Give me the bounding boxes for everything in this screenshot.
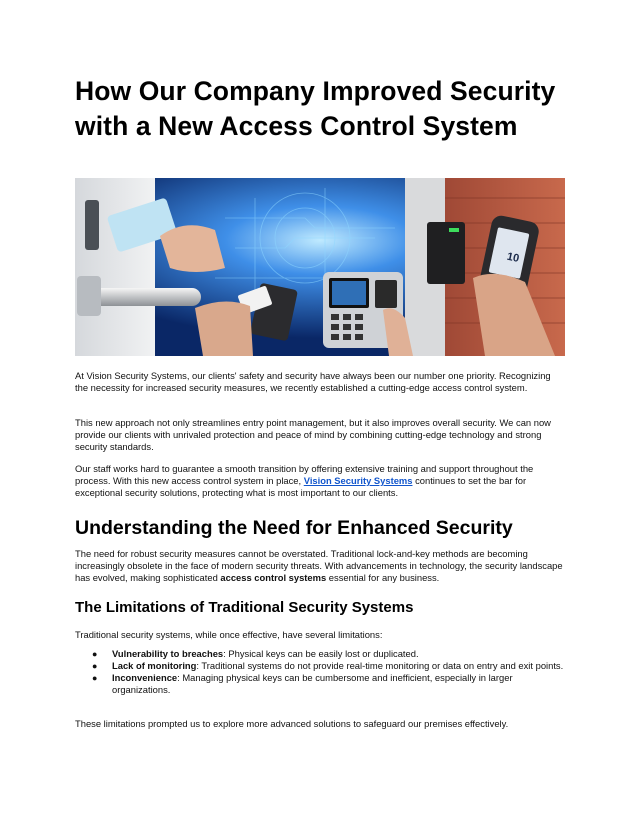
paragraph-text: essential for any business. — [326, 572, 440, 583]
section-heading-need: Understanding the Need for Enhanced Security — [75, 517, 513, 539]
list-item — [75, 648, 565, 660]
list-item-title: Vulnerability to breaches — [112, 648, 224, 659]
limitations-intro: Traditional security systems, while once effective, have several limitations: — [75, 629, 383, 640]
intro-paragraph-3 — [75, 463, 565, 499]
closing-paragraph: These limitations prompted us to explore more advanced solutions to safeguard our premises effectively. — [75, 718, 509, 729]
list-item-title: Lack of monitoring — [112, 660, 197, 671]
paragraph-text: Our staff works hard to guarantee a smooth transition by offering extensive training and support throughout the process. With this new access control system in place, — [75, 463, 534, 486]
list-item — [75, 672, 565, 696]
paragraph-text: continues to set the bar for exceptional security solutions, protecting what is most important to our clients. — [75, 475, 527, 498]
list-item-text: : Physical keys can be easily lost or duplicated. — [223, 648, 419, 659]
list-item — [75, 660, 565, 672]
intro-paragraph-2: This new approach not only streamlines entry point management, but it also improves overall security. We can now provide our clients with unrivaled protection and peace of mind by combining cutting-edge technology and strong security standards. — [75, 417, 551, 452]
list-item-title: Inconvenience — [112, 672, 178, 683]
intro-paragraph-1: At Vision Security Systems, our clients' safety and security have always been our number one priority. Recognizing the necessity for increased security measures, we recently established a cutting-edge access control system. — [75, 370, 551, 393]
hero-illustration — [75, 178, 565, 356]
list-item-text: : Traditional systems do not provide real-time monitoring or data on entry and exit points. — [196, 660, 564, 671]
paragraph-text: The need for robust security measures cannot be overstated. Traditional lock-and-key methods are becoming increasingly obsolete in the face of modern security threats. With advancements in technology, the security landscape has evolved, making sophisticated — [75, 548, 563, 583]
bullet-icon: ● — [92, 673, 98, 683]
list-item-text: : Managing physical keys can be cumbersome and inefficient, especially in larger organizations. — [112, 672, 513, 695]
section-heading-limitations: The Limitations of Traditional Security Systems — [75, 599, 414, 616]
limitations-list — [75, 648, 565, 696]
bold-term: access control systems — [220, 572, 327, 583]
phone-display-number: 10 — [505, 250, 521, 265]
bullet-icon: ● — [92, 649, 98, 659]
page-title: How Our Company Improved Security with a New Access Control System — [75, 76, 556, 141]
vision-security-systems-link[interactable]: Vision Security Systems — [303, 475, 413, 486]
bullet-icon: ● — [92, 661, 98, 671]
need-paragraph — [75, 548, 565, 584]
hero-image — [75, 178, 565, 356]
